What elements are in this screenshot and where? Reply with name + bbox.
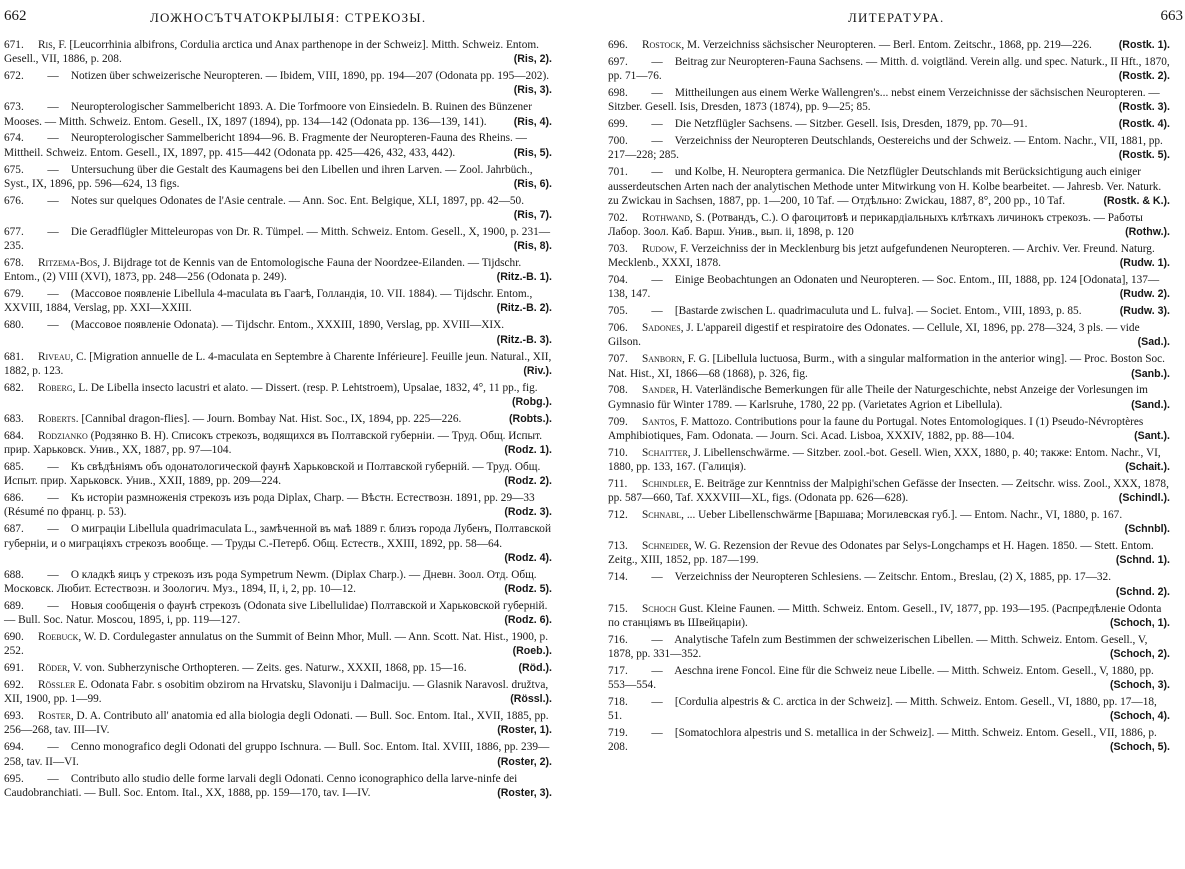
- entry-abbreviation: (Schnbl).: [1124, 523, 1170, 536]
- entry-author: —: [47, 101, 59, 114]
- entry-citation: F. Mattozo. Contributions pour la faune du Portugal. Notes Entomologiques. I (1) Pseudo-Névroptères Amphibiotiques, Fam. Odonata. — Journ. Sci. Acad. Lisboa, XXXIV, 1882, pp. 88—104.: [608, 415, 1144, 442]
- entry-abbreviation: (Sad.).: [1137, 336, 1170, 349]
- entry-number: 707.: [608, 353, 628, 366]
- entry-citation: E. Odonata Fabr. s osobitim obzirom na Hrvatsku, Slavoniju i Dalmaciju. — Glasnik Naravosl. družtva, XII, 1900, pp. 1—99.: [4, 679, 549, 706]
- entry-citation: О миграціи Libellula quadrimaculata L., замѣченной въ маѣ 1889 г. близъ города Лубенъ, Полтавской губерніи, и о миграціяхъ стрекозъ вообще. — Труды С.-Петерб. Общ. Естеств., XXIII, 1892, pp. 58—64.: [4, 523, 551, 550]
- bibliography-entry: [608, 508, 1170, 536]
- entry-abbreviation: (Ris, 2).: [513, 53, 552, 66]
- entry-citation: J. Bijdrage tot de Kennis van de Entomologische Fauna der Noordzee-Eilanden. — Tijdschr. Entom., (2) VIII (XVI), 1873, pp. 248—256 (Odonata p. 249).: [4, 257, 522, 284]
- bibliography-entry: [608, 352, 1170, 380]
- entry-number: 699.: [608, 118, 628, 131]
- entry-number: 674.: [4, 132, 24, 145]
- bibliography-entry: [608, 477, 1170, 505]
- entry-abbreviation: (Ris, 7).: [513, 208, 552, 221]
- entry-abbreviation: (Ris, 3).: [513, 84, 552, 97]
- entry-abbreviation: (Roster, 1).: [497, 724, 552, 737]
- bibliography-entry: [4, 350, 552, 378]
- entry-abbreviation: (Rodz. 3).: [504, 506, 552, 519]
- entry-author: Sadones,: [642, 322, 684, 335]
- entry-abbreviation: (Rostk. & K.).: [1103, 194, 1170, 207]
- entry-citation: H. Vaterländische Bemerkungen für alle Theile der Naturgeschichte, nebst Anzeige der Vorlesungen im Gymnasio für Winter 1789. — Karlsruhe, 1780, 22 pp. (Varietates Agrion et Libellula).: [608, 384, 1148, 411]
- entry-author: —: [651, 633, 663, 646]
- entry-citation: J. Libellenschwärme. — Sitzber. zool.-bot. Gesell. Wien, XXX, 1880, p. 40; также: Entom. Nachr., VI, 1880, pp. 133, 167. (Галиція).: [608, 446, 1161, 473]
- entry-number: 712.: [608, 509, 628, 522]
- entry-author: —: [47, 523, 59, 536]
- entry-citation: Gust. Kleine Faunen. — Mitth. Schweiz. Entom. Gesell., IV, 1877, pp. 193—195. (Распредѣленіе Odonta по станціямъ въ Швейцаріи).: [608, 602, 1162, 629]
- bibliography-entry: [608, 570, 1170, 598]
- bibliography-entry: [608, 304, 1170, 318]
- entry-number: 695.: [4, 772, 24, 785]
- bibliography-entry: [608, 55, 1170, 83]
- entry-abbreviation: (Schoch, 3).: [1109, 679, 1170, 692]
- bibliography-entry: [4, 163, 552, 191]
- bibliography-entry: [608, 602, 1170, 630]
- entry-abbreviation: (Robg.).: [511, 395, 552, 408]
- entry-citation: Cenno monografico degli Odonati del gruppo Ischnura. — Bull. Soc. Entom. Ital. XVIII, 1886, pp. 239—258, tav. II—VI.: [4, 741, 550, 768]
- entry-citation: [Cordulia alpestris & C. arctica in der Schweiz]. — Mitth. Schweiz. Entom. Gesell., VI, 1880, pp. 17—18, 51.: [608, 696, 1157, 723]
- bibliography-entry: [4, 287, 552, 315]
- entry-author: —: [47, 70, 59, 83]
- bibliography-entry: [4, 491, 552, 519]
- entry-number: 711.: [608, 477, 628, 490]
- entry-number: 703.: [608, 242, 628, 255]
- bibliography-entry: [608, 242, 1170, 270]
- entry-citation: D. A. Contributo all' anatomia ed alla biologia degli Odonati. — Bull. Soc. Entom. Ital., XVII, 1885, pp. 256—268, tav. III—IV.: [4, 710, 549, 737]
- entry-number: 673.: [4, 101, 24, 114]
- entry-number: 679.: [4, 288, 24, 301]
- entry-author: —: [47, 568, 59, 581]
- entry-author: Ris,: [38, 39, 56, 51]
- bibliography-entry: [608, 383, 1170, 411]
- entry-citation: F. Verzeichniss der in Mecklenburg bis jetzt aufgefundenen Neuropteren. — Archiv. Ver. Freund. Naturg. Mecklenb., XXXI, 1878.: [608, 242, 1155, 270]
- entry-number: 675.: [4, 163, 24, 176]
- page-number: 663: [1160, 8, 1183, 24]
- entry-author: —: [47, 319, 59, 332]
- left-page: [0, 0, 590, 869]
- entry-abbreviation: (Roster, 2).: [497, 755, 552, 768]
- bibliography-entry: [4, 256, 552, 284]
- entry-number: 671.: [4, 39, 24, 51]
- entry-abbreviation: (Rostk. 5).: [1118, 149, 1170, 162]
- entry-author: —: [651, 118, 663, 131]
- entry-citation: (Массовое появленіе Odonata). — Tijdschr. Entom., XXXIII, 1890, Verslag, pp. XVIII—XIX.: [70, 319, 505, 332]
- entry-author: Riveau,: [38, 350, 74, 363]
- entry-author: Sanborn,: [642, 353, 685, 366]
- running-head: ЛИТЕРАТУРА.: [848, 10, 945, 25]
- entry-number: 690.: [4, 630, 24, 643]
- entry-citation: F. G. [Libellula luctuosa, Burm., with a singular malformation in the anterior wing]. — Proc. Boston Soc. Nat. Hist., XI, 1866—68 (1868), p. 326, fig.: [608, 353, 1165, 380]
- entry-citation: J. L'appareil digestif et respiratoire des Odonates. — Cellule, XI, 1896, pp. 278—324, 3 pls. — vide Gilson.: [608, 322, 1140, 349]
- bibliography-entry: [4, 460, 552, 488]
- bibliography-entry: [4, 740, 552, 768]
- entry-number: 692.: [4, 679, 24, 692]
- bibliography-entry: [608, 211, 1170, 239]
- entry-abbreviation: (Ritz.-B. 2).: [496, 302, 552, 315]
- entry-citation: (Массовое появленіе Libellula 4-maculata въ Гаагѣ, Голландія, 10. VII. 1884). — Tijdschr. Entom., XXVIII, 1884, Verslag, pp. XXI—XXIII.: [4, 288, 533, 315]
- entry-abbreviation: (Rostk. 3).: [1118, 101, 1170, 114]
- entry-number: 698.: [608, 87, 628, 100]
- bibliography-entry: [4, 568, 552, 596]
- entry-author: —: [47, 194, 59, 207]
- bibliography-entry: [608, 446, 1170, 474]
- bibliography-entry: [4, 225, 552, 253]
- entry-author: —: [651, 305, 663, 318]
- bibliography-entry: [4, 381, 552, 409]
- entry-number: 676.: [4, 194, 24, 207]
- bibliography-entry: [4, 412, 552, 426]
- entry-citation: F. [Leucorrhinia albifrons, Cordulia arctica und Anax parthenope in der Schweiz]. Mitth. Schweiz. Entom. Gesell., VII, 1886, p. 208.: [4, 39, 539, 66]
- entry-author: —: [651, 571, 663, 584]
- entry-citation: Die Geradflügler Mitteleuropas von Dr. R. Tümpel. — Mitth. Schweiz. Entom. Gesell., X, 1900, p. 231—235.: [4, 225, 551, 253]
- entry-number: 682.: [4, 381, 24, 394]
- right-page: [600, 0, 1185, 869]
- bibliography-list: [608, 38, 1170, 757]
- page-header: [600, 8, 1185, 32]
- entry-abbreviation: (Rostk. 2).: [1118, 70, 1170, 83]
- entry-abbreviation: (Schoch, 4).: [1109, 710, 1170, 723]
- entry-number: 708.: [608, 384, 628, 397]
- entry-abbreviation: (Rostk. 1).: [1118, 39, 1170, 51]
- entry-number: 709.: [608, 415, 628, 428]
- entry-number: 680.: [4, 319, 24, 332]
- bibliography-entry: [4, 100, 552, 128]
- entry-abbreviation: (Rothw.).: [1125, 225, 1170, 238]
- entry-author: Schnabl,: [642, 509, 684, 522]
- entry-citation: [Bastarde zwischen L. quadrimaculuta und L. fulva]. — Societ. Entom., VIII, 1893, p. 85.: [674, 305, 1082, 318]
- bibliography-entry: [608, 321, 1170, 349]
- entry-number: 706.: [608, 322, 628, 335]
- entry-citation: Aeschna irene Foncol. Eine für die Schweiz neue Libelle. — Mitth. Schweiz. Entom. Gesell., V, 1880, pp. 553—554.: [608, 664, 1154, 692]
- entry-citation: E. Beiträge zur Kenntniss der Malpighi'schen Gefässe der Insecten. — Zeitschr. wiss. Zool., XXX, 1878, pp. 587—660, Taf. XXXVIII—XL, figs. (Odonata pp. 626—628).: [608, 477, 1169, 505]
- entry-number: 693.: [4, 710, 24, 723]
- entry-abbreviation: (Schoch, 2).: [1109, 647, 1170, 660]
- entry-citation: M. Verzeichniss sächsischer Neuropteren. — Berl. Entom. Zeitschr., 1868, pp. 219—226.: [687, 39, 1092, 51]
- entry-number: 701.: [608, 166, 628, 179]
- entry-citation: Die Netzflügler Sachsens. — Sitzber. Gesell. Isis, Dresden, 1879, pp. 70—91.: [674, 118, 1028, 131]
- entry-citation: Къ свѣдѣніямъ объ одонатологической фаунѣ Харьковской и Полтавской губерній. — Труд. Общ. Испыт. прир. Харьковск. Унив., XXII, 1889, pp. 209—224.: [4, 460, 541, 488]
- entry-abbreviation: (Schait.).: [1125, 460, 1170, 473]
- entry-abbreviation: (Röd.).: [518, 662, 552, 675]
- entry-author: —: [47, 599, 59, 612]
- entry-author: Ritzema-Bos,: [38, 257, 101, 270]
- entry-author: Schneider,: [642, 540, 692, 553]
- bibliography-entry: [608, 134, 1170, 162]
- entry-abbreviation: (Rudw. 1).: [1119, 257, 1170, 270]
- entry-citation: Notes sur quelques Odonates de l'Asie centrale. — Ann. Soc. Ent. Belgique, XLI, 1897, pp. 42—50.: [70, 194, 525, 207]
- entry-author: Rostock,: [642, 39, 685, 51]
- entry-citation: ... Ueber Libellenschwärme [Варшава; Могилевская губ.]. — Entom. Nachr., VI, 1880, p. 167.: [686, 509, 1123, 522]
- bibliography-entry: [608, 695, 1170, 723]
- entry-author: Sander,: [642, 384, 679, 397]
- entry-author: —: [47, 288, 59, 301]
- entry-abbreviation: (Ritz.-B. 1).: [496, 271, 552, 284]
- entry-number: 683.: [4, 412, 24, 425]
- entry-author: Rodzianko: [38, 429, 88, 442]
- entry-abbreviation: (Rudw. 2).: [1119, 288, 1170, 301]
- entry-abbreviation: (Roeb.).: [512, 645, 552, 658]
- entry-citation: (Родзянко В. Н). Списокъ стрекозъ, водящихся въ Полтавской губерніи. — Труд. Общ. Испыт. прир. Харьковск. Унив., XX, 1887, pp. 97—104.: [4, 429, 543, 457]
- entry-citation: W. D. Cordulegaster annulatus on the Summit of Beinn Mhor, Mull. — Ann. Scott. Nat. Hist., 1900, p. 252.: [4, 630, 549, 658]
- entry-citation: Verzeichniss der Neuropteren Deutschlands, Oestereichs und der Schweiz. — Entom. Nachr., VII, 1881, pp. 217—228; 285.: [608, 135, 1163, 162]
- entry-citation: C. [Migration annuelle de L. 4-maculata en Septembre à Charente Inférieure]. Feuille jeun. Natural., XII, 1882, p. 123.: [4, 350, 552, 377]
- entry-number: 688.: [4, 568, 24, 581]
- entry-author: —: [651, 274, 663, 287]
- entry-number: 716.: [608, 633, 628, 646]
- entry-abbreviation: (Roster, 3).: [497, 786, 552, 799]
- entry-author: Röder,: [38, 662, 71, 675]
- entry-number: 686.: [4, 492, 24, 505]
- page-number: 662: [4, 8, 27, 24]
- entry-abbreviation: (Schindl.).: [1118, 492, 1170, 505]
- entry-author: —: [47, 492, 59, 505]
- entry-author: —: [47, 163, 59, 176]
- entry-author: Schoch: [642, 602, 677, 615]
- entry-abbreviation: (Ris, 6).: [513, 177, 552, 190]
- entry-abbreviation: (Rodz. 6).: [504, 614, 552, 627]
- entry-citation: Verzeichniss der Neuropteren Schlesiens. — Zeitschr. Entom., Breslau, (2) X, 1885, pp. 17—32.: [674, 571, 1112, 584]
- bibliography-entry: [608, 539, 1170, 567]
- entry-number: 681.: [4, 350, 24, 363]
- bibliography-entry: [4, 318, 552, 346]
- bibliography-entry: [4, 709, 552, 737]
- entry-citation: О кладкѣ яицъ у стрекозъ изъ рода Sympetrum Newm. (Diplax Charp.). — Дневн. Зоол. Отд. Общ. Московск. Любит. Естествозн. и Зоологич. Муз., 1894, II, i, 2, pp. 10—12.: [4, 568, 537, 595]
- entry-author: —: [47, 772, 59, 785]
- bibliography-list: [4, 38, 552, 803]
- entry-citation: Neuropterologischer Sammelbericht 1894—96. B. Fragmente der Neuropteren-Fauna des Rheins. — Mittheil. Schweiz. Entom. Gesell., IX, 1897, pp. 415—442 (Odonata pp. 425—426, 432, 433, 442).: [4, 132, 527, 159]
- entry-number: 705.: [608, 305, 628, 318]
- entry-citation: L. De Libella insecto lacustri et alato. — Dissert. (resp. P. Lehtstroem), Upsalae, 1832, 4°, 11 pp., fig.: [78, 381, 538, 394]
- entry-author: —: [651, 166, 663, 179]
- entry-abbreviation: (Ris, 5).: [513, 146, 552, 159]
- bibliography-entry: [4, 630, 552, 658]
- bibliography-entry: [4, 194, 552, 222]
- entry-number: 718.: [608, 696, 628, 709]
- entry-number: 704.: [608, 274, 628, 287]
- entry-author: Rudow,: [642, 242, 678, 255]
- bibliography-entry: [4, 772, 552, 800]
- entry-author: —: [47, 225, 59, 238]
- entry-abbreviation: (Rudw. 3).: [1119, 305, 1170, 318]
- bibliography-entry: [4, 599, 552, 627]
- entry-author: Santos,: [642, 415, 678, 428]
- entry-abbreviation: (Rodz. 4).: [504, 551, 552, 564]
- entry-citation: Beitrag zur Neuropteren-Fauna Sachsens. — Mitth. d. voigtländ. Verein allg. und spec. Naturk., II Hft., 1870, pp. 71—76.: [608, 55, 1170, 83]
- entry-citation: Contributo allo studio delle forme larvali degli Odonati. Cenno iconographico della larve-ninfe dei Caudobranchiati. — Bull. Soc. Entom. Ital., XX, 1888, pp. 159—170, tav. I—IV.: [4, 772, 518, 799]
- entry-abbreviation: (Schnd. 2).: [1115, 585, 1170, 598]
- bibliography-entry: [4, 69, 552, 97]
- entry-citation: [Somatochlora alpestris und S. metallica in der Schweiz]. — Mitth. Schweiz. Entom. Gesell., VII, 1886, p. 208.: [608, 727, 1157, 754]
- bibliography-entry: [4, 38, 552, 66]
- entry-number: 713.: [608, 540, 628, 553]
- bibliography-entry: [608, 165, 1170, 208]
- bibliography-entry: [4, 678, 552, 706]
- bibliography-entry: [608, 664, 1170, 692]
- entry-number: 689.: [4, 599, 24, 612]
- entry-citation: Neuropterologischer Sammelbericht 1893. A. Die Torfmoore von Einsiedeln. B. Ruinen des Bünzener Mooses. — Mitth. Schweiz. Entom. Gesell., IX, 1897 (1894), pp. 134—142 (Odonata pp. 136—139, 141).: [4, 101, 532, 128]
- entry-abbreviation: (Sanb.).: [1131, 367, 1170, 380]
- entry-author: —: [651, 135, 663, 148]
- entry-author: —: [651, 696, 663, 709]
- entry-number: 696.: [608, 39, 628, 51]
- entry-citation: Notizen über schweizerische Neuropteren. — Ibidem, VIII, 1890, pp. 194—207 (Odonata pp. 195—202).: [70, 70, 550, 83]
- entry-number: 697.: [608, 55, 628, 68]
- entry-author: Roster,: [38, 710, 74, 723]
- entry-citation: [Cannibal dragon-flies]. — Journ. Bombay Nat. Hist. Soc., IX, 1894, pp. 225—226.: [81, 412, 462, 425]
- entry-abbreviation: (Robts.).: [509, 412, 552, 425]
- entry-number: 717.: [608, 664, 628, 677]
- entry-number: 691.: [4, 662, 24, 675]
- entry-number: 684.: [4, 429, 24, 442]
- bibliography-entry: [4, 522, 552, 565]
- entry-number: 700.: [608, 135, 628, 148]
- entry-citation: Къ исторіи размноженія стрекозъ изъ рода Diplax, Charp. — Вѣстн. Естествозн. 1891, pp. 29—33 (Résumé по франц. р. 53).: [4, 492, 535, 519]
- entry-author: —: [651, 727, 663, 740]
- entry-author: —: [47, 741, 59, 754]
- entry-number: 710.: [608, 446, 628, 459]
- entry-citation: Untersuchung über die Gestalt des Kaumagens bei den Libellen und ihren Larven. — Zool. Jahrbüch., Syst., IX, 1896, pp. 596—624, 13 figs.: [4, 163, 533, 190]
- entry-abbreviation: (Rodz. 5).: [504, 582, 552, 595]
- bibliography-entry: [608, 273, 1170, 301]
- bibliography-entry: [608, 415, 1170, 443]
- entry-author: Schindler,: [642, 477, 692, 490]
- entry-citation: Einige Beobachtungen an Odonaten und Neuropteren. — Soc. Entom., III, 1888, pp. 124 [Odonata], 137—138, 147.: [608, 274, 1160, 301]
- entry-abbreviation: (Schnd. 1).: [1115, 554, 1170, 567]
- entry-author: Roebuck,: [38, 630, 82, 643]
- bibliography-entry: [4, 661, 552, 675]
- entry-abbreviation: (Ris, 8).: [513, 240, 552, 253]
- entry-number: 702.: [608, 211, 628, 224]
- bibliography-entry: [608, 86, 1170, 114]
- running-head: ЛОЖНОСЪТЧАТОКРЫЛЫЯ: СТРЕКОЗЫ.: [150, 10, 427, 25]
- entry-citation: S. (Ротвандъ, С.). О фагоцитовѣ и перикардіальныхъ клѣткахъ личинокъ стрекозъ. — Работы Лабор. Зоол. Каб. Варш. Унив., вып. ii, 1898, p. 120: [608, 211, 1143, 238]
- entry-author: —: [651, 87, 663, 100]
- entry-abbreviation: (Rodz. 2).: [504, 475, 552, 488]
- entry-abbreviation: (Ritz.-B. 3).: [496, 333, 552, 346]
- entry-author: Roberg,: [38, 381, 76, 394]
- page-header: [0, 8, 590, 32]
- entry-number: 685.: [4, 460, 24, 473]
- entry-abbreviation: (Sand.).: [1131, 398, 1170, 411]
- entry-citation: und Kolbe, H. Neuroptera germanica. Die Netzflügler Deutschlands mit Berücksichtigung auch einiger ausserdeutschen Arten nach der analytischen Methode unter Mitwirkung von H. Kolbe bearbeitet. — Jahresb. Ver. Naturk. zu Zwickau in Sachsen, 1887, pp. 1—200, 10 Taf. — Отдѣльно: Zwickau, 1887, 8°, 200 pp., 10 Taf.: [608, 166, 1162, 207]
- bibliography-entry: [4, 131, 552, 159]
- entry-abbreviation: (Rössl.).: [510, 693, 552, 706]
- entry-number: 719.: [608, 727, 628, 740]
- entry-abbreviation: (Ris, 4).: [513, 115, 552, 128]
- entry-number: 678.: [4, 257, 24, 270]
- entry-citation: Mittheilungen aus einem Werke Wallengren's... nebst einem Verzeichnisse der sächsischen Neuropteren. — Sitzber. Gesell. Isis, Dresden, 1873 (1874), pp. 9—25; 85.: [608, 87, 1160, 114]
- entry-number: 715.: [608, 602, 628, 615]
- entry-abbreviation: (Schoch, 1).: [1109, 616, 1170, 629]
- entry-number: 714.: [608, 571, 628, 584]
- entry-abbreviation: (Sant.).: [1134, 429, 1170, 442]
- entry-author: —: [47, 132, 59, 145]
- entry-number: 694.: [4, 741, 24, 754]
- entry-citation: Новыя сообщенія о фаунѣ стрекозъ (Odonata sive Libellulidae) Полтавской и Харьковской губерній. — Bull. Soc. Natur. Moscou, 1895, i, pp. 119—127.: [4, 599, 548, 627]
- bibliography-entry: [608, 726, 1170, 754]
- bibliography-entry: [608, 38, 1170, 52]
- entry-author: Roberts.: [38, 412, 79, 425]
- entry-number: 687.: [4, 523, 24, 536]
- entry-citation: W. G. Rezension der Revue des Odonates par Selys-Longchamps et H. Hagen. 1850. — Stett. Entom. Zeitg., XIII, 1852, pp. 187—199.: [608, 540, 1154, 567]
- entry-author: Schaitter,: [642, 446, 691, 459]
- entry-number: 672.: [4, 70, 24, 83]
- entry-citation: V. von. Subherzynische Orthopteren. — Zeits. ges. Naturw., XXXII, 1868, pp. 15—16.: [72, 662, 467, 675]
- entry-author: —: [651, 664, 663, 677]
- entry-author: —: [651, 55, 663, 68]
- entry-abbreviation: (Schoch, 5).: [1109, 741, 1170, 754]
- entry-citation: Analytische Tafeln zum Bestimmen der schweizerischen Libellen. — Mitth. Schweiz. Entom. Gesell., V, 1878, pp. 331—352.: [608, 633, 1148, 660]
- bibliography-entry: [4, 429, 552, 457]
- entry-author: —: [47, 460, 59, 473]
- bibliography-entry: [608, 117, 1170, 131]
- entry-abbreviation: (Rodz. 1).: [504, 444, 552, 457]
- entry-abbreviation: (Riv.).: [523, 364, 552, 377]
- entry-number: 677.: [4, 225, 24, 238]
- bibliography-entry: [608, 633, 1170, 661]
- entry-author: Rössler: [38, 679, 76, 692]
- entry-abbreviation: (Rostk. 4).: [1118, 118, 1170, 131]
- entry-author: Rothwand,: [642, 211, 693, 224]
